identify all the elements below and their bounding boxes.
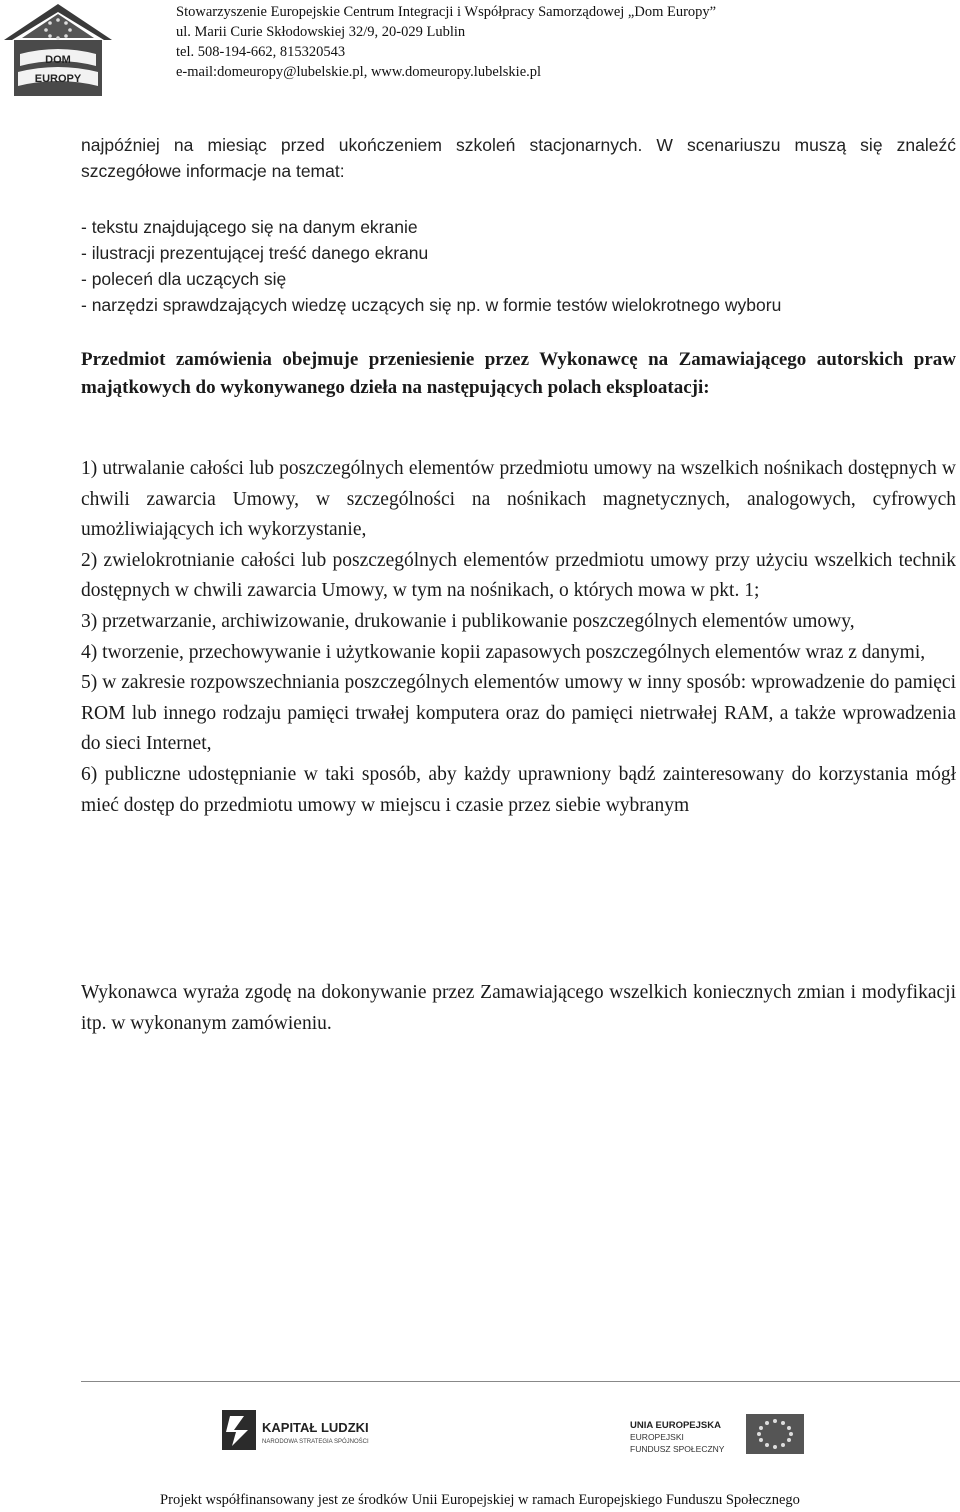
svg-text:KAPITAŁ LUDZKI: KAPITAŁ LUDZKI (262, 1420, 369, 1435)
list-item: - ilustracji prezentującej treść danego ekranu (81, 243, 429, 263)
eu-esf-logo (630, 1412, 860, 1462)
list-item: - tekstu znajdującego się na danym ekranie (81, 217, 418, 237)
footer-funding-note: Projekt współfinansowany jest ze środków Unii Europejskiej w ramach Europejskiego Funduszu Społecznego (160, 1492, 800, 1508)
list-item: 5) w zakresie rozpowszechniania poszczególnych elementów umowy w inny sposób: wprowadzenie do pamięci ROM lub innego rodzaju pamięci trwałej komputera oraz do pamięci nietrwałej RAM, a także wprowadzenia do sieci Internet, (81, 672, 956, 755)
organization-info (176, 2, 716, 82)
list-item: 4) tworzenie, przechowywanie i użytkowanie kopii zapasowych poszczególnych elementów wraz z danymi, (81, 641, 926, 663)
closing-paragraph: Wykonawca wyraża zgodę na dokonywanie przez Zamawiającego wszelkich koniecznych zmian i modyfikacji itp. w wykonanym zamówieniu. (81, 982, 956, 1034)
letterhead (0, 0, 960, 100)
list-item: 3) przetwarzanie, archiwizowanie, drukowanie i publikowanie poszczególnych elementów umowy, (81, 610, 855, 632)
list-item: - narzędzi sprawdzających wiedzę uczących się np. w formie testów wielokrotnego wyboru (81, 295, 782, 315)
list-item: - poleceń dla uczących się (81, 269, 287, 289)
kapital-ludzki-logo (222, 1410, 382, 1460)
footer-divider (81, 1381, 960, 1382)
dom-europy-logo (0, 0, 170, 100)
list-item: 6) publiczne udostępnianie w taki sposób, aby każdy uprawniony bądź zainteresowany do korzystania mógł mieć dostęp do przedmiotu umowy w miejscu i czasie przez siebie wybranym (81, 763, 956, 816)
svg-text:NARODOWA STRATEGIA SPÓJNOŚCI: NARODOWA STRATEGIA SPÓJNOŚCI (262, 1439, 369, 1445)
list-item: 2) zwielokrotnianie całości lub poszczególnych elementów przedmiotu umowy przy użyciu wszelkich technik dostępnych w chwili zawarcia Umowy, w tym na nośnikach, o których mowa w pkt. 1; (81, 549, 956, 602)
svg-text:UNIA EUROPEJSKA: UNIA EUROPEJSKA (630, 1420, 721, 1431)
svg-text:EUROPEJSKI: EUROPEJSKI (630, 1432, 684, 1442)
org-email: e-mail:domeuropy@lubelskie.pl, www.domeuropy.lubelskie.pl (176, 64, 542, 80)
org-address: ul. Marii Curie Skłodowskiej 32/9, 20-029 Lublin (176, 24, 466, 40)
list-item: 1) utrwalanie całości lub poszczególnych elementów przedmiotu umowy na wszelkich nośnikach dostępnych w chwili zawarcia Umowy, w szczególności na nośnikach magnetycznych, analogowych, cyfrowych umożliwiających ich wykorzystanie, (81, 458, 956, 541)
svg-text:DOM: DOM (45, 54, 71, 66)
svg-text:EUROPY: EUROPY (34, 73, 82, 85)
scope-paragraph: Przedmiot zamówienia obejmuje przeniesienie przez Wykonawcę na Zamawiającego autorskich praw majątkowych do wykonywanego dzieła na następujących polach eksploatacji: (81, 349, 956, 398)
svg-text:FUNDUSZ SPOŁECZNY: FUNDUSZ SPOŁECZNY (630, 1444, 725, 1454)
exploitation-fields-list (81, 454, 956, 821)
bullet-list (81, 214, 956, 318)
org-phone: tel. 508-194-662, 815320543 (176, 44, 346, 60)
intro-paragraph: najpóźniej na miesiąc przed ukończeniem szkoleń stacjonarnych. W scenariuszu muszą się znaleźć szczegółowe informacje na temat: (81, 135, 956, 181)
org-name: Stowarzyszenie Europejskie Centrum Integracji i Współpracy Samorządowej „Dom Europy” (176, 4, 717, 20)
